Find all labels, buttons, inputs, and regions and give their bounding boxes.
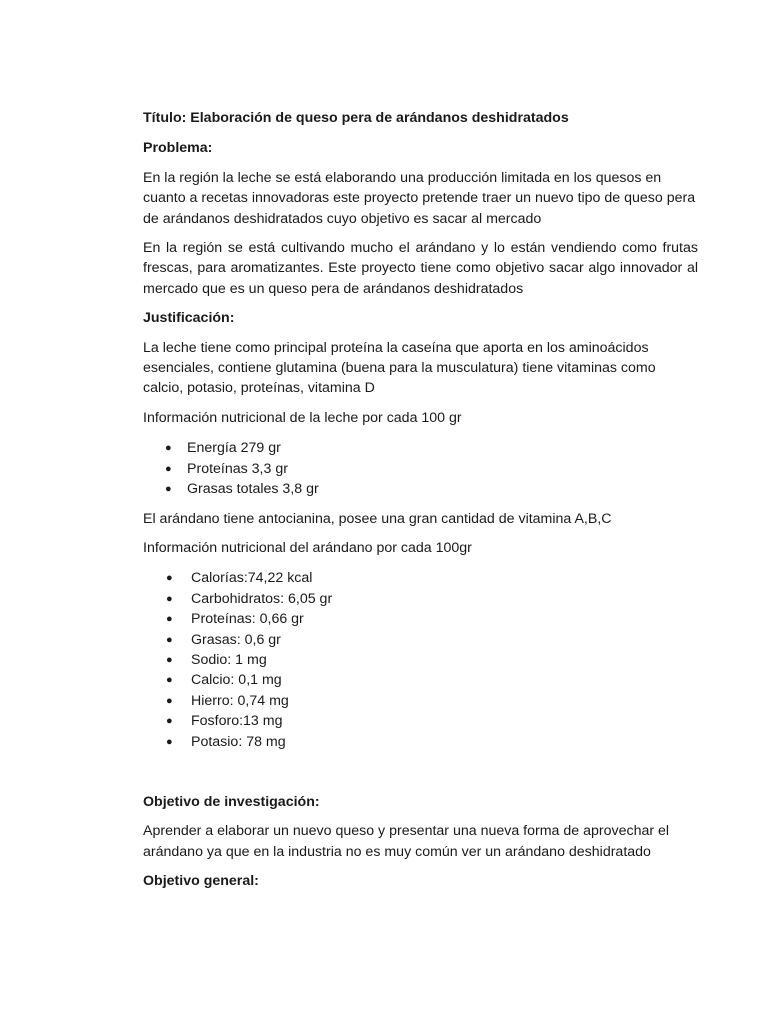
list-item-text: Fosforo:13 mg xyxy=(191,713,283,730)
objetivo-investigacion-paragraph: Aprender a elaborar un nuevo queso y presentar una nueva forma de aprovechar el arándano ya que en la industria no es muy común ver un arándano deshidratado xyxy=(143,823,670,860)
bullet-icon: ● xyxy=(165,483,172,496)
bullet-icon: ● xyxy=(166,572,173,585)
objetivo-general-heading: Objetivo general: xyxy=(143,873,259,890)
problema-heading: Problema: xyxy=(143,140,213,157)
problema-paragraph-1: En la región la leche se está elaborando una producción limitada en los quesos en cuanto a recetas innovadoras este proyecto pretende traer un nuevo tipo de queso pera de arándanos deshidratados cuyo objetivo es sacar al mercado xyxy=(143,169,696,227)
justificacion-heading: Justificación: xyxy=(143,310,235,327)
objetivo-investigacion-heading: Objetivo de investigación: xyxy=(143,793,320,810)
list-item xyxy=(143,459,698,479)
bullet-icon: ● xyxy=(165,442,172,455)
list-item xyxy=(143,650,698,670)
list-item-text: Potasio: 78 mg xyxy=(191,733,286,750)
list-item-text: Proteínas: 0,66 gr xyxy=(191,611,304,628)
list-item-text: Proteínas 3,3 gr xyxy=(187,460,288,477)
list-item xyxy=(143,589,698,609)
bullet-icon: ● xyxy=(166,633,173,646)
problema-paragraph-2: En la región se está cultivando mucho el arándano y lo están vendiendo como frutas frescas, para aromatizantes. Este proyecto tiene como objetivo sacar algo innovador al mercado que es un queso pera de arándanos deshidratados xyxy=(143,240,698,297)
bullet-icon: ● xyxy=(166,653,173,666)
leche-nutrition-list xyxy=(143,438,698,499)
bullet-icon: ● xyxy=(166,694,173,707)
list-item-text: Sodio: 1 mg xyxy=(191,651,267,668)
bullet-icon: ● xyxy=(166,735,173,748)
document-title: Título: Elaboración de queso pera de arándanos deshidratados xyxy=(143,110,569,126)
list-item xyxy=(143,691,698,711)
leche-nutrition-intro: Información nutricional de la leche por cada 100 gr xyxy=(143,409,462,426)
list-item xyxy=(143,711,698,731)
list-item xyxy=(143,568,698,588)
document-body xyxy=(143,108,698,892)
list-item-text: Energía 279 gr xyxy=(187,440,281,457)
arandano-nutrition-list xyxy=(143,568,698,752)
justificacion-paragraph: La leche tiene como principal proteína la caseína que aporta en los aminoácidos esenciales, contiene glutamina (buena para la musculatura) tiene vitaminas como calcio, potasio, proteínas, vitamina D xyxy=(143,339,656,397)
list-item xyxy=(143,609,698,629)
bullet-icon: ● xyxy=(166,674,173,687)
list-item xyxy=(143,438,698,458)
list-item xyxy=(143,479,698,499)
bullet-icon: ● xyxy=(166,715,173,728)
bullet-icon: ● xyxy=(165,462,172,475)
list-item-text: Hierro: 0,74 mg xyxy=(191,692,289,709)
list-item-text: Carbohidratos: 6,05 gr xyxy=(191,590,333,607)
list-item-text: Grasas totales 3,8 gr xyxy=(187,481,319,498)
list-item-text: Calcio: 0,1 mg xyxy=(191,672,282,689)
arandano-description: El arándano tiene antocianina, posee una gran cantidad de vitamina A,B,C xyxy=(143,510,612,527)
list-item xyxy=(143,732,698,752)
arandano-nutrition-intro: Información nutricional del arándano por cada 100gr xyxy=(143,539,472,556)
list-item-text: Calorías:74,22 kcal xyxy=(191,570,313,587)
list-item-text: Grasas: 0,6 gr xyxy=(191,631,281,648)
list-item xyxy=(143,670,698,690)
bullet-icon: ● xyxy=(166,592,173,605)
bullet-icon: ● xyxy=(166,613,173,626)
list-item xyxy=(143,630,698,650)
